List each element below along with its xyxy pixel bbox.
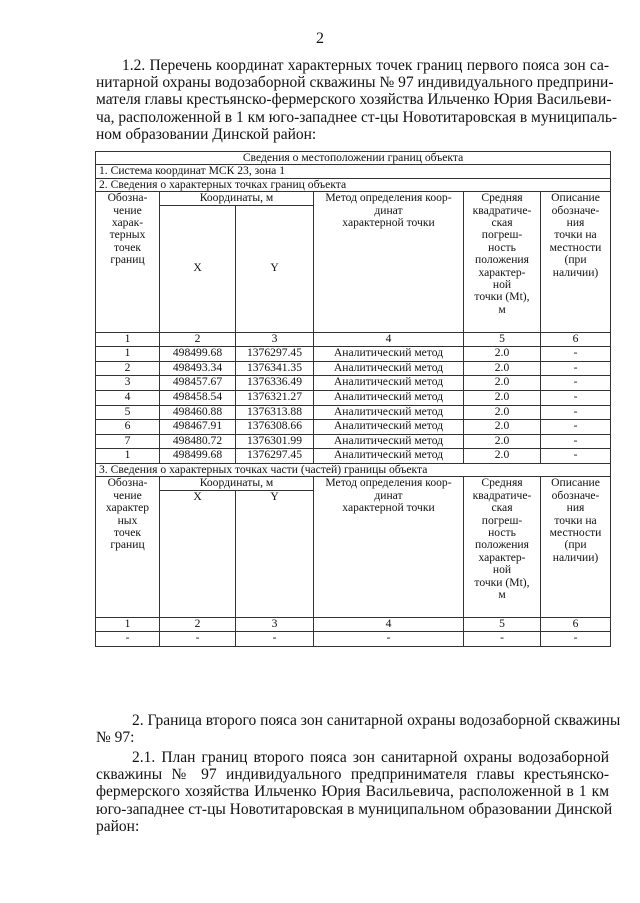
- point-number: 6: [96, 420, 160, 435]
- coordinates-table: [95, 151, 611, 647]
- mean-error: 2.0: [464, 347, 541, 362]
- text-line: нитарной охраны водозаборной скважины № 97 индивидуального предприни-: [96, 74, 614, 92]
- header-y: Y: [236, 490, 314, 617]
- text-line: ча, расположенной в 1 км юго-западнее ст-цы Новотитаровская в муниципаль-: [96, 108, 618, 126]
- point-number: 1: [96, 347, 160, 362]
- mean-error: 2.0: [464, 361, 541, 376]
- description: -: [541, 361, 611, 376]
- coord-y: 1376321.27: [236, 391, 314, 406]
- description: -: [541, 347, 611, 362]
- point-number: 2: [96, 361, 160, 376]
- coord-x: 498457.67: [160, 376, 236, 391]
- colnum: 3: [236, 617, 314, 632]
- table-row: [96, 420, 611, 435]
- text-line: скважины № 97 индивидуального предпринимателя главы крестьянско-: [96, 766, 609, 784]
- section-boundary-points: 2. Сведения о характерных точках границ объекта: [96, 178, 611, 191]
- section-coordinate-system: 1. Система координат МСК 23, зона 1: [96, 165, 611, 178]
- description: -: [541, 434, 611, 449]
- header-coordinates: Координаты, м: [160, 192, 314, 205]
- coord-y: 1376308.66: [236, 420, 314, 435]
- text-line: фермерского хозяйства Ильченко Юрия Васильевича, расположенной в 1 км: [96, 783, 609, 801]
- coord-x: 498467.91: [160, 420, 236, 435]
- point-number: 4: [96, 391, 160, 406]
- header-method: Метод определения коор- динат характерной точки: [314, 477, 464, 617]
- coord-y: 1376297.45: [236, 449, 314, 464]
- section2-heading: [96, 712, 621, 747]
- colnum: 5: [464, 617, 541, 632]
- point-number: 1: [96, 449, 160, 464]
- text-line: юго-западнее ст-цы Новотитаровская в муниципальном образовании Динской: [96, 800, 613, 818]
- coord-x: 498499.68: [160, 449, 236, 464]
- coord-y: 1376297.45: [236, 347, 314, 362]
- method: Аналитический метод: [314, 376, 464, 391]
- header-x: X: [160, 490, 236, 617]
- text-line: 1.2. Перечень координат характерных точек границ первого пояса зон са-: [122, 57, 609, 74]
- mean-error: 2.0: [464, 449, 541, 464]
- cell: -: [464, 632, 541, 647]
- coord-y: 1376313.88: [236, 405, 314, 420]
- colnum: 3: [236, 332, 314, 347]
- text-line: № 97:: [96, 729, 135, 747]
- colnum: 2: [160, 617, 236, 632]
- header-mean-error: Средняя квадратиче- ская погреш- ность положения характер- ной точки (Mt), м: [464, 477, 541, 617]
- method: Аналитический метод: [314, 434, 464, 449]
- colnum: 6: [541, 332, 611, 347]
- colnum: 2: [160, 332, 236, 347]
- cell: -: [160, 632, 236, 647]
- header-description: Описание обозначе- ния точки на местности (при наличии): [541, 477, 611, 617]
- cell: -: [96, 632, 160, 647]
- header-method: Метод определения коор- динат характерной точки: [314, 192, 464, 332]
- text-line: 2. Граница второго пояса зон санитарной охраны водозаборной скважины: [132, 712, 621, 729]
- colnum: 1: [96, 617, 160, 632]
- text-line: ном образовании Динской район:: [96, 125, 317, 143]
- method: Аналитический метод: [314, 420, 464, 435]
- header-description: Описание обозначе- ния точки на местности (при наличии): [541, 192, 611, 332]
- colnum: 6: [541, 617, 611, 632]
- table-row: [96, 434, 611, 449]
- coord-y: 1376341.35: [236, 361, 314, 376]
- section21-paragraph: [96, 749, 613, 835]
- description: -: [541, 449, 611, 464]
- header-y: Y: [236, 205, 314, 332]
- table-row: [96, 632, 611, 647]
- header-x: X: [160, 205, 236, 332]
- coord-y: 1376301.99: [236, 434, 314, 449]
- point-number: 3: [96, 376, 160, 391]
- description: -: [541, 420, 611, 435]
- description: -: [541, 391, 611, 406]
- colnum: 4: [314, 617, 464, 632]
- coord-x: 498458.54: [160, 391, 236, 406]
- table-title: Сведения о местоположении границ объекта: [96, 152, 611, 165]
- header-coordinates: Координаты, м: [160, 477, 314, 490]
- intro-paragraph: [96, 57, 618, 143]
- table-row: [96, 361, 611, 376]
- section-part-points: 3. Сведения о характерных точках части (частей) границы объекта: [96, 463, 611, 476]
- cell: -: [314, 632, 464, 647]
- page-number: 2: [316, 30, 324, 47]
- mean-error: 2.0: [464, 391, 541, 406]
- header-mean-error: Средняя квадратиче- ская погреш- ность положения характер- ной точки (Mt), м: [464, 192, 541, 332]
- mean-error: 2.0: [464, 405, 541, 420]
- table-row: [96, 376, 611, 391]
- table-row: [96, 405, 611, 420]
- description: -: [541, 376, 611, 391]
- coord-x: 498499.68: [160, 347, 236, 362]
- coord-y: 1376336.49: [236, 376, 314, 391]
- colnum: 4: [314, 332, 464, 347]
- text-line: мателя главы крестьянско-фермерского хозяйства Ильченко Юрия Васильеви-: [96, 91, 612, 109]
- method: Аналитический метод: [314, 405, 464, 420]
- table-row: [96, 347, 611, 362]
- text-line: район:: [96, 817, 140, 835]
- description: -: [541, 405, 611, 420]
- header-designation: Обозна- чение харак- терных точек границ: [96, 192, 160, 332]
- point-number: 5: [96, 405, 160, 420]
- method: Аналитический метод: [314, 361, 464, 376]
- table-row: [96, 391, 611, 406]
- table-row: [96, 449, 611, 464]
- method: Аналитический метод: [314, 449, 464, 464]
- colnum: 1: [96, 332, 160, 347]
- text-line: 2.1. План границ второго пояса зон санитарной охраны водозаборной: [132, 749, 609, 766]
- method: Аналитический метод: [314, 347, 464, 362]
- point-number: 7: [96, 434, 160, 449]
- cell: -: [541, 632, 611, 647]
- method: Аналитический метод: [314, 391, 464, 406]
- coord-x: 498460.88: [160, 405, 236, 420]
- coord-x: 498480.72: [160, 434, 236, 449]
- mean-error: 2.0: [464, 420, 541, 435]
- header-designation: Обозна- чение характер ных точек границ: [96, 477, 160, 617]
- mean-error: 2.0: [464, 376, 541, 391]
- mean-error: 2.0: [464, 434, 541, 449]
- colnum: 5: [464, 332, 541, 347]
- coord-x: 498493.34: [160, 361, 236, 376]
- cell: -: [236, 632, 314, 647]
